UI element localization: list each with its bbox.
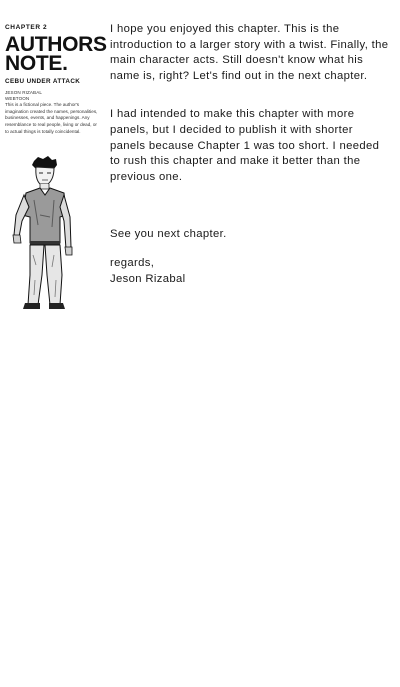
- note-paragraph-1: I hope you enjoyed this chapter. This is the introduction to a larger story with a twist. Finally, the main character acts. Still doesn't know what his name is, right? Let's find out in the next chapter.: [110, 23, 389, 82]
- note-paragraph-2: I had intended to make this chapter with more panels, but I decided to publish it with shorter panels because Chapter 1 was too short. I needed to rush this chapter and make it better than the previous one.: [110, 108, 380, 183]
- note-signature: Jeson Rizabal: [110, 272, 186, 285]
- title-line-1: AUTHORS: [5, 33, 107, 56]
- note-closing: regards,: [110, 256, 155, 269]
- title-line-2: NOTE.: [5, 52, 68, 75]
- character-illustration: [10, 155, 74, 310]
- authors-note-body: [110, 22, 390, 287]
- page-title: [5, 33, 107, 75]
- chapter-label: CHAPTER 2: [5, 24, 48, 31]
- series-name: CEBU UNDER ATTACK: [5, 78, 81, 85]
- format-label: WEBTOON: [5, 96, 30, 102]
- sidebar: [5, 24, 107, 135]
- disclaimer-text: This is a fictional piece. The author's imagination created the names, personalities, businesses, events, and happenings. Any resemblance to real people, living or dead, or to actual things is totally coincidental.: [5, 102, 98, 134]
- note-paragraph-3: See you next chapter.: [110, 228, 227, 241]
- author-name: JESON RIZABAL: [5, 90, 43, 95]
